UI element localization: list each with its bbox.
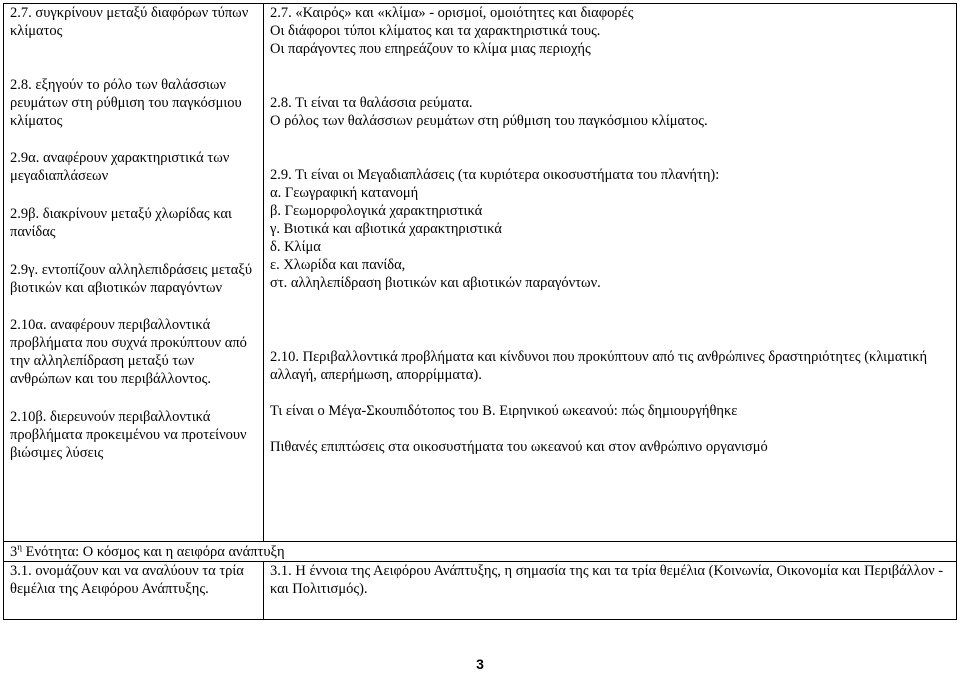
content-2-8-line2: Ο ρόλος των θαλάσσιων ρευμάτων στη ρύθμιση του παγκόσμιου κλίματος. xyxy=(270,113,708,129)
objective-2-9a: 2.9α. αναφέρουν χαρακτηριστικά των μεγαδιαπλάσεων xyxy=(10,150,230,184)
objective-2-7: 2.7. συγκρίνουν μεταξύ διαφόρων τύπων κλίματος xyxy=(10,5,249,39)
content-2-9-heading: 2.9. Τι είναι οι Μεγαδιαπλάσεις (τα κυριότερα οικοσυστήματα του πλανήτη): xyxy=(270,167,720,183)
content-3-1: 3.1. Η έννοια της Αειφόρου Ανάπτυξης, η σημασία της και τα τρία θεμέλια (Κοινωνία, Οικονομία και Περιβάλλον - και Πολιτισμός). xyxy=(264,562,957,620)
content-2-9-a: α. Γεωγραφική κατανομή xyxy=(270,185,419,201)
content-2-8-line1: 2.8. Τι είναι τα θαλάσσια ρεύματα. xyxy=(270,95,473,111)
content-2-9-f: στ. αλληλεπίδραση βιοτικών και αβιοτικών παραγόντων. xyxy=(270,275,601,291)
objective-2-10a: 2.10α. αναφέρουν περιβαλλοντικά προβλήματα που συχνά προκύπτουν από την αλληλεπίδραση μεταξύ των ανθρώπων και του περιβάλλοντος. xyxy=(10,317,247,387)
objectives-cell xyxy=(4,4,264,542)
section-title: Ενότητα: Ο κόσμος και η αειφόρα ανάπτυξη xyxy=(21,544,285,560)
content-2-10-line2: Τι είναι ο Μέγα-Σκουπιδότοπος του Β. Ειρηνικού ωκεανού: πώς δημιουργήθηκε xyxy=(270,403,738,419)
curriculum-table xyxy=(3,3,957,620)
table-row xyxy=(4,562,957,620)
content-2-9-b: β. Γεωμορφολογικά χαρακτηριστικά xyxy=(270,203,483,219)
content-2-9-c: γ. Βιοτικά και αβιοτικά χαρακτηριστικά xyxy=(270,221,502,237)
objective-3-1: 3.1. ονομάζουν και να αναλύουν τα τρία θεμέλια της Αειφόρου Ανάπτυξης. xyxy=(4,562,264,620)
section-superscript: η xyxy=(17,542,22,552)
objective-2-9b: 2.9β. διακρίνουν μεταξύ χλωρίδας και πανίδας xyxy=(10,206,232,240)
section-number: 3 xyxy=(10,544,18,560)
content-2-9-d: δ. Κλίμα xyxy=(270,239,321,255)
section-heading xyxy=(4,542,957,562)
content-2-10-line1: 2.10. Περιβαλλοντικά προβλήματα και κίνδυνοι που προκύπτουν από τις ανθρώπινες δραστηριότητες (κλιματική αλλαγή, απερήμωση, απορρίμματα). xyxy=(270,349,928,383)
content-2-7-line1: 2.7. «Καιρός» και «κλίμα» - ορισμοί, ομοιότητες και διαφορές xyxy=(270,5,634,21)
objective-2-9c: 2.9γ. εντοπίζουν αλληλεπιδράσεις μεταξύ βιοτικών και αβιοτικών παραγόντων xyxy=(10,262,253,296)
table-row xyxy=(4,4,957,542)
objective-2-10b: 2.10β. διερευνούν περιβαλλοντικά προβλήματα προκειμένου να προτείνουν βιώσιμες λύσεις xyxy=(10,409,247,461)
content-2-7-line3: Οι παράγοντες που επηρεάζουν το κλίμα μιας περιοχής xyxy=(270,41,591,57)
content-cell xyxy=(264,4,957,542)
content-2-10-line3: Πιθανές επιπτώσεις στα οικοσυστήματα του ωκεανού και στον ανθρώπινο οργανισμό xyxy=(270,439,768,455)
content-2-9-e: ε. Χλωρίδα και πανίδα, xyxy=(270,257,406,273)
objective-2-8: 2.8. εξηγούν το ρόλο των θαλάσσιων ρευμάτων στη ρύθμιση του παγκόσμιου κλίματος xyxy=(10,77,242,129)
section-heading-row xyxy=(4,542,957,562)
content-2-7-line2: Οι διάφοροι τύποι κλίματος και τα χαρακτηριστικά τους. xyxy=(270,23,601,39)
page-number: 3 xyxy=(476,656,484,672)
